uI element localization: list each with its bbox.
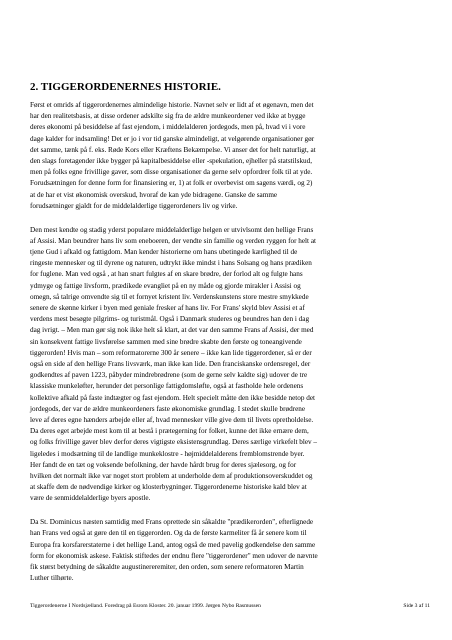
text-line: Da deres eget arbejde mest kom til at bestå i prætegerning for folket, kunne det ikke ernære dem,: [30, 427, 309, 436]
text-line: ligeledes i modsætning til de landlige munkeklostre - højmiddelalderens fremblomstrende byer.: [30, 449, 305, 458]
text-line: Europa fra korsfarerstaterne i det hellige Land, antog også de med pavelig godkendelse den samme: [30, 540, 316, 549]
text-line: af Assisi. Man beundrer hans liv som eneboeren, der vendte sin familie og verden ryggen for helt at: [30, 236, 317, 245]
text-line: ydmyge og fattige livsform, prædikede evangliet på en ny måde og gjorde mirakler i Assisi og: [30, 281, 301, 290]
text-line: Forudsætningen for denne form for finansiering er, 1) at folk er overbevist om sagens værdi, og 2): [30, 179, 313, 188]
text-line: godkendtes af paven 1223, påbyder mindrebrødrene (som de gerne selv kaldte sig) udover de tre: [30, 371, 308, 380]
text-line: deres økonomi på besiddelse af fast ejendom, i middelalderen jordegods, men på, hvad vi i vore: [30, 123, 306, 132]
page-number: Side 3 af 11: [403, 603, 430, 609]
text-line: forudsætninger gjaldt for de middelalderlige tiggerordeners liv og virke.: [30, 201, 238, 210]
text-line: ringeste mennesker og til dyrene og naturen, udtrykt ikke mindst i hans Solsang og hans prædiken: [30, 259, 312, 268]
text-line: klassiske munkeløfter, herunder det personlige fattigdomsløfte, også at fastholde hele ordenens: [30, 382, 304, 391]
paragraph: [30, 100, 430, 212]
text-line: verdens mest besøgte pilgrims- og turistmål. Også i Danmark studeres og beundres han den i dag: [30, 315, 310, 324]
text-line: Den mest kendte og stadig yderst populære middelalderlige helgen er utvivlsomt den hellige Frans: [30, 225, 314, 234]
text-line: leve af deres egne hænders arbejde eller af, hvad mennesker ville give dem til livets opretholdelse.: [30, 415, 314, 424]
text-line: Da St. Dominicus næsten samtidig med Frans oprettede sin såkaldte "prædikerorden", efterlignede: [30, 518, 314, 527]
text-line: senere de skønne kirker i byen med geniale fresker af hans liv. For Frans' skyld blev Assisi et af: [30, 303, 305, 312]
text-line: kollektive afkald på faste indtægter og fast ejendom. Helt specielt måtte den ikke besidde netop det: [30, 393, 316, 402]
footer-source: Tiggerordenerne I Nordsjælland. Foredrag på Esrom Kloster. 20. januar 1999. Jørgen Nybo Rasmussen: [30, 603, 261, 609]
text-line: tiggerorden! Hvis man – som reformatorerne 300 år senere – ikke kan lide tiggerordener, så er der: [30, 348, 312, 357]
text-line: være de senmiddelalderlige byers apostle.: [30, 494, 151, 503]
text-line: omegn, så talrige omvendte sig til et fornyet kristent liv. Verdenskunstens store mestre smykkede: [30, 292, 309, 301]
text-line: den slags foretagender ikke bygger på kapitalbesiddelse eller -spekulation, ejheller på statstilskud,: [30, 157, 313, 166]
text-line: Her fandt de en tæt og voksende befolkning, der havde hårdt brug for deres sjælesorg, og for: [30, 460, 297, 469]
paragraph: [30, 225, 430, 505]
text-line: han Frans ved også at gøre den til en tiggerorden. Og da de første karmeliter få år senere kom til: [30, 529, 307, 538]
text-line: men på folks egne frivillige gaver, som disse organisationer da gerne selv opfordrer folk til at yde.: [30, 168, 313, 177]
text-line: for fuglene. Man ved også , at han snart fulgtes af en skare brødre, der forlod alt og fulgte hans: [30, 270, 303, 279]
paragraph: [30, 517, 430, 584]
text-line: har den realitetsbasis, at disse ordener adskilte sig fra de ældre munkeordener ved ikke at bygge: [30, 112, 306, 121]
body-text: [30, 100, 430, 597]
text-line: at skaffe dem de nødvendige kirker og klosterbygninger. Tiggerordenerne historiske kald blev at: [30, 483, 307, 492]
text-line: Luther tilhørte.: [30, 574, 74, 583]
text-line: det samme, tænk på f. eks. Røde Kors eller Kræftens Bekæmpelse. Vi anser det for helt naturligt, at: [30, 145, 316, 154]
text-line: Først et omrids af tiggerordenernes almindelige historie. Navnet selv er lidt af et øgenavn, men det: [30, 101, 314, 109]
text-line: sin konsekvent fattige livsførelse sammen med sine brødre skabte den første og toneangivende: [30, 337, 302, 346]
section-heading: 2. TIGGERORDENERNES HISTORIE.: [30, 81, 221, 94]
text-line: dage kalder for indsamling! Det er jo i vor tid ganske almindeligt, at velgørende organisationer gør: [30, 134, 315, 143]
text-line: hvilken det normalt ikke var noget stort problem at underholde dem af produktionsoverskuddet og: [30, 472, 313, 480]
text-line: jordegods, der var de ældre munkeordeners faste økonomiske grundlag. I stedet skulle brødrene: [30, 404, 306, 413]
text-line: også en side af den hellige Frans livsværk, man ikke kan lide. Den franciskanske ordensregel, der: [30, 359, 311, 368]
text-line: fik størst betydning de såkaldte augustinereremiter, den orden, som senere reformatoren Martin: [30, 562, 304, 571]
page-footer: [30, 602, 430, 610]
text-line: tjene Gud i afkald og fattigdom. Man kender historierne om hans ubetingede kærlighed til de: [30, 247, 298, 256]
text-line: dag ivrigt. – Men man gør sig nok ikke helt så klart, at det var den samme Frans af Assisi, der med: [30, 326, 314, 335]
text-line: og folks frivillige gaver blev derfor deres vigtigste eksistensgrundlag. Deres særlige virkefelt blev –: [30, 438, 318, 447]
text-line: form for økonomisk askese. Faktisk stiftedes der endnu flere "tiggerordener" men udover de nævnte: [30, 551, 318, 560]
text-line: at de har et vist økonomisk overskud, hvoraf de kan yde bidragene. Ganske de samme: [30, 190, 278, 199]
